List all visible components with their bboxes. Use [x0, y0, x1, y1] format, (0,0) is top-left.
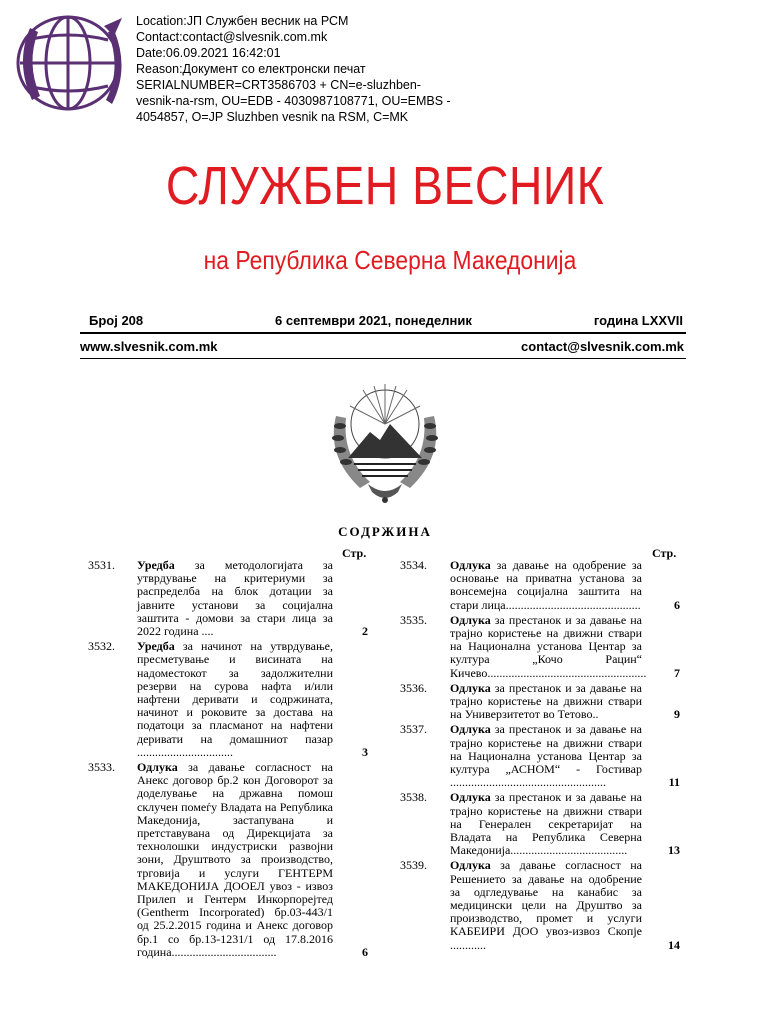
signature-serial: SERIALNUMBER=CRT3586703 + CN=e-sluzhben-vesnik-na-rsm, OU=EDB - 4030987108771, OU=EMBS - 4054857, O=JP Sluzhben vesnik na RSM, C=MK: [136, 78, 455, 124]
entry-page: 7: [674, 665, 680, 680]
signature-location: Location:ЈП Службен весник на РСМ: [136, 14, 349, 28]
coat-of-arms-emblem: [318, 366, 452, 508]
entry-number: 3533.: [88, 760, 115, 775]
toc-entry[interactable]: [400, 559, 684, 612]
toc-right-column: [400, 559, 684, 954]
entry-page: 3: [362, 744, 368, 759]
toc-left-column: [88, 559, 378, 961]
entry-page: 11: [668, 775, 680, 790]
issue-date: 6 септември 2021, понеделник: [275, 313, 472, 328]
signature-date: Date:06.09.2021 16:42:01: [136, 46, 281, 60]
entry-number: 3538.: [400, 790, 427, 805]
entry-page: 6: [362, 944, 368, 959]
entry-type: Одлука: [450, 722, 491, 737]
entry-page: 2: [362, 624, 368, 639]
issue-year: година LXXVII: [593, 313, 683, 328]
seal-globe-logo: [10, 8, 130, 118]
entry-title: за давање согласност на Решението за давање на одобрение за одгледување на канабис за медицински цели на Друштво за производство, промет и услуги КАБЕИРИ ДОО увоз-извоз Скопје ............: [450, 858, 642, 952]
entry-page: 14: [668, 937, 680, 952]
toc-entry[interactable]: [88, 640, 378, 759]
signature-contact: Contact:contact@slvesnik.com.mk: [136, 30, 328, 44]
entry-title: за престанок и за давање на трајно користење на движни ствари на Генерален секретаријат на Владата на Република Северна Македонија.......................................: [450, 790, 642, 858]
toc-entry[interactable]: [400, 859, 684, 951]
entry-type: Одлука: [450, 612, 491, 627]
entry-title: за престанок и за давање на трајно користење на движни ствари на Универзитетот во Тетово..: [450, 680, 642, 722]
toc-heading: СОДРЖИНА: [338, 524, 432, 539]
entry-title: за давање согласност на Анекс договор бр.2 кон Договорот за доделување на државна помош склучен помеѓу Владата на Република Македонија, застапувана и претставувана од Дирекцијата за технолошки индустриски развојни зони, Друштвото за производство, трговија и услуги ГЕНТЕРМ МАКЕДОНИЈА ДООЕЛ увоз - извоз Прилеп и Гентерм Инкорпорејтед (Gentherm Incorporated) бр.03-443/1 од 25.2.2015 година и Анекс договор бр.1 со бр.13-1231/1 од 17.8.2016 година...................................: [137, 760, 333, 959]
entry-number: 3534.: [400, 558, 427, 572]
divider-rule: [80, 358, 686, 359]
email-link[interactable]: contact@slvesnik.com.mk: [521, 339, 684, 354]
entry-type: Уредба: [137, 558, 175, 572]
entry-number: 3535.: [400, 612, 427, 627]
entry-title: за престанок и за давање на трајно користење на движни ствари на Национална установа Центар за култура „АСНОМ“ - Гостивар ....................................................: [450, 722, 642, 790]
issue-number: Број 208: [89, 313, 144, 328]
toc-entry[interactable]: [400, 682, 684, 722]
entry-title: за методологијата за утврдување на критериуми за распределба на блок дотации за јавните установи за социјална заштита - домови за стари лица за 2022 година ....: [137, 558, 333, 639]
page-column-label: Стр.: [652, 546, 677, 560]
website-link[interactable]: www.slvesnik.com.mk: [80, 339, 218, 354]
entry-type: Одлука: [450, 790, 491, 805]
toc-entry[interactable]: [88, 559, 378, 638]
entry-number: 3537.: [400, 722, 427, 737]
entry-type: Одлука: [450, 680, 491, 695]
entry-type: Одлука: [450, 558, 491, 572]
entry-title: за престанок и за давање на трајно користење на движни ствари на Национална установа Центар за култура „Кочо Рацин“ Кичево.....................................................: [450, 612, 647, 680]
entry-type: Одлука: [450, 858, 491, 873]
digital-signature-info: [136, 13, 456, 125]
entry-page: 13: [668, 843, 680, 858]
toc-entry[interactable]: [88, 761, 378, 959]
entry-page: 9: [674, 707, 680, 722]
entry-title: за давање на одобрение за основање на приватна установа за вонсемејна социјална заштита на стари лица.............................................: [450, 558, 642, 612]
toc-entry[interactable]: [400, 791, 684, 857]
entry-number: 3536.: [400, 680, 427, 695]
publication-subtitle: на Република Северна Македонија: [203, 245, 577, 275]
entry-type: Одлука: [137, 760, 178, 775]
publication-title: СЛУЖБЕН ВЕСНИК: [165, 156, 605, 216]
entry-number: 3532.: [88, 639, 115, 654]
signature-reason: Reason:Документ со електронски печат: [136, 62, 366, 76]
entry-type: Уредба: [137, 639, 175, 654]
entry-title: за начинот на утврдување, пресметување и висината на надоместокот за задолжителни резерви на сурова нафта и/или нафтени деривати и содржината, начинот и роковите за достава на податоци за пласманот на нафтени деривати на домашниот пазар ................................: [137, 639, 333, 759]
toc-entry[interactable]: [400, 614, 684, 680]
toc-entry[interactable]: [400, 723, 684, 789]
entry-number: 3539.: [400, 858, 427, 873]
divider-rule: [80, 332, 686, 334]
entry-page: 6: [674, 597, 680, 612]
entry-number: 3531.: [88, 558, 115, 572]
page-column-label: Стр.: [342, 546, 367, 560]
